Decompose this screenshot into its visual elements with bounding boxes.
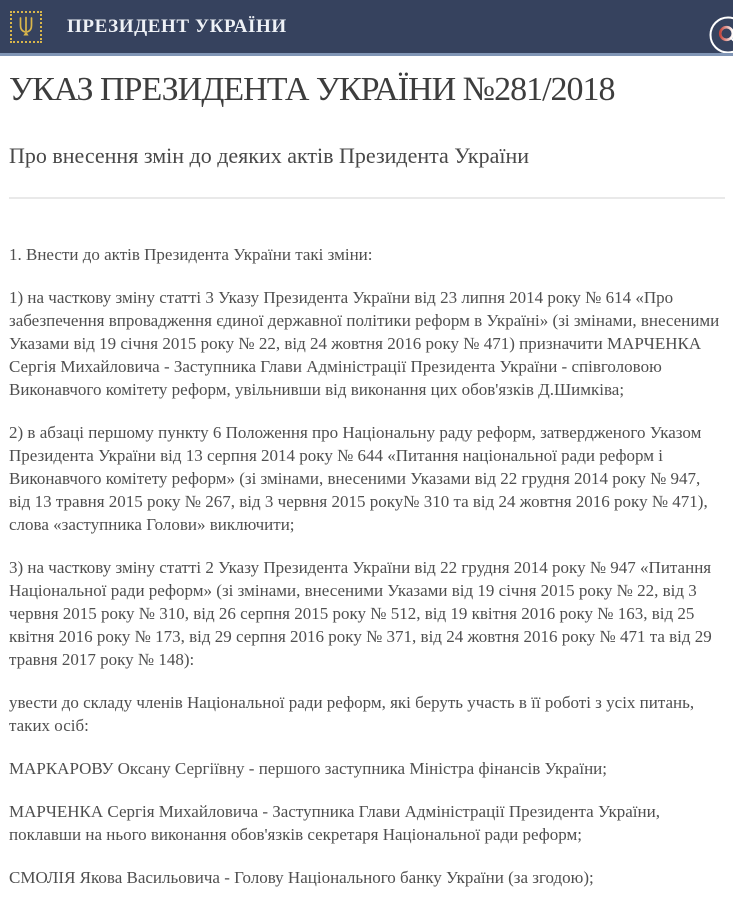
page-title: УКАЗ ПРЕЗИДЕНТА УКРАЇНИ №281/2018 [9,71,615,108]
decree-text [9,243,725,889]
tryzub-icon [16,16,36,38]
coat-of-arms-emblem [10,11,42,43]
site-title: ПРЕЗИДЕНТ УКРАЇНИ [67,15,287,37]
decree-paragraph: 2) в абзаці першому пункту 6 Положення про Національну раду реформ, затвердженого Указом Президента України від 13 серпня 2014 року № 644 «Питання національної ради реформ і Виконавчого комітету реформ» (зі змінами, внесеними Указами від 22 грудня 2014 року № 947, від 13 травня 2015 року № 267, від 3 червня 2015 року№ 310 та від 24 жовтня 2016 року № 471), слова «заступника Голови» виключити; [9,423,708,535]
decree-paragraph: СМОЛІЯ Якова Васильовича - Голову Національного банку України (за згодою); [9,868,594,888]
decree-paragraph: МАРКАРОВУ Оксану Сергіївну - першого заступника Міністра фінансів України; [9,759,607,779]
site-header [0,0,733,56]
search-button[interactable] [708,15,733,55]
page-subtitle: Про внесення змін до деяких актів Президента України [9,142,530,168]
search-icon [708,15,733,55]
title-divider [9,197,725,199]
decree-paragraph: 3) на часткову зміну статті 2 Указу Президента України від 22 грудня 2014 року № 947 «Питання Національної ради реформ» (зі змінами, внесеними Указами від 19 січня 2015 року № 22, від 3 червня 2015 року № 310, від 26 серпня 2015 року № 512, від 19 квітня 2016 року № 163, від 25 квітня 2016 року № 173, від 29 серпня 2016 року № 371, від 24 жовтня 2016 року № 471 та від 29 травня 2017 року № 148): [9,558,712,670]
decree-paragraph: 1) на часткову зміну статті 3 Указу Президента України від 23 липня 2014 року № 614 «Про забезпечення впровадження єдиної державної політики реформ в Україні» (зі змінами, внесеними Указами від 19 січня 2015 року № 22, від 24 жовтня 2016 року № 471) призначити МАРЧЕНКА Сергія Михайловича - Заступника Глави Адміністрації Президента України - співголовою Виконавчого комітету реформ, увільнивши від виконання цих обов'язків Д.Шимківа; [9,288,720,400]
document-page [0,70,733,889]
decree-paragraph: увести до складу членів Національної ради реформ, які беруть участь в її роботі з усіх питань, таких осіб: [9,693,695,736]
decree-paragraph: МАРЧЕНКА Сергія Михайловича - Заступника Глави Адміністрації Президента України, поклавши на нього виконання обов'язків секретаря Національної ради реформ; [9,802,660,845]
home-link[interactable] [0,11,287,43]
decree-paragraph: 1. Внести до актів Президента України такі зміни: [9,245,373,265]
